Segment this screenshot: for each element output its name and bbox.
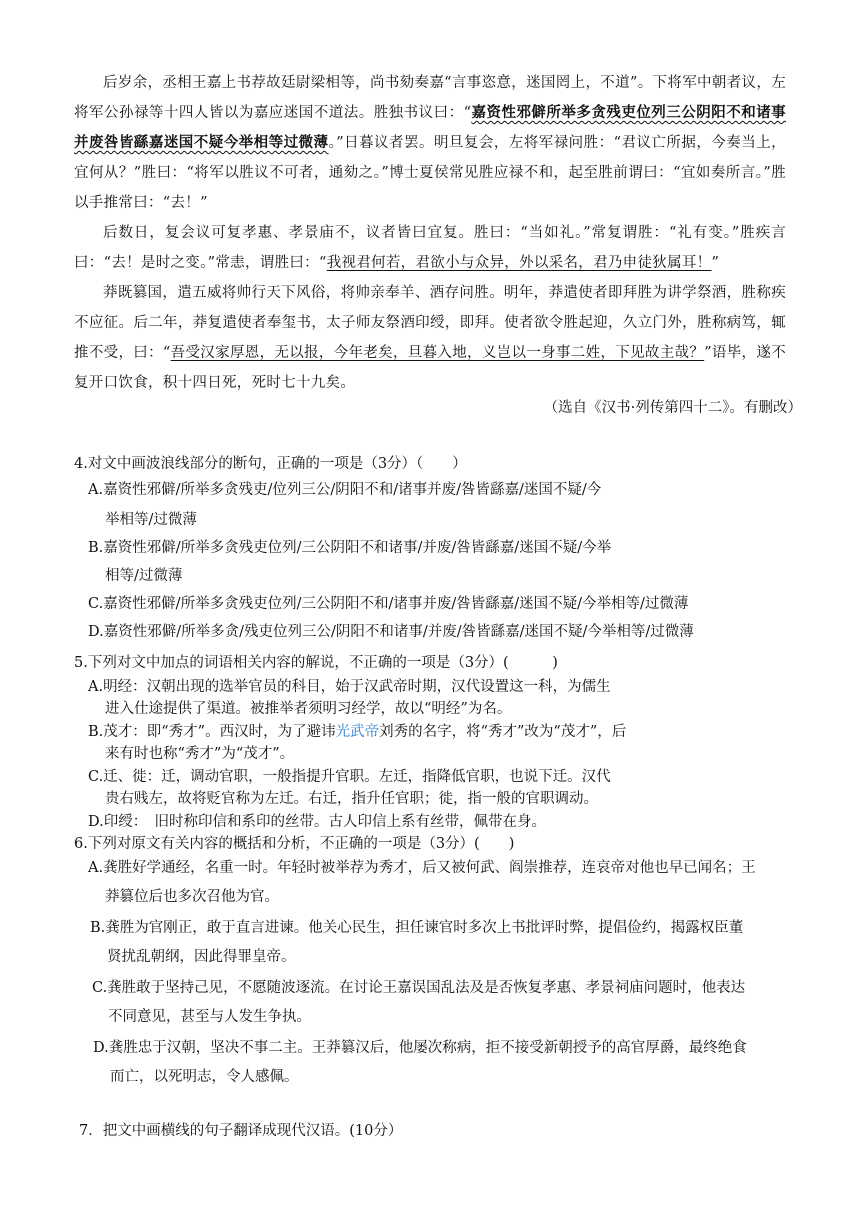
underlined-sentence: 吾受汉家厚恩，无以报，今年老矣，旦暮入地，义岂以一身事二姓，下见故主哉？ — [170, 345, 705, 361]
question-6-option-b[interactable]: B.龚胜为官刚正，敢于直言进谏。他关心民生，担任谏官时多次上书批评时弊，提倡俭约，揭露权臣董 — [90, 920, 744, 936]
question-6-option-a[interactable]: A.龚胜好学通经，名重一时。年轻时被举荐为秀才，后又被何武、阎崇推荐，连哀帝对他也早已闻名；王 — [88, 860, 756, 876]
wavy-underlined-sentence: 嘉资性邪僻所举多贪残吏位列三公阴阳不和诸事并废咎皆繇嘉迷国不疑今举相等过微薄 — [74, 104, 786, 151]
question-5-option-a-cont: 进入仕途提供了渠道。被推举者须明习经学，故以“明经”为名。 — [105, 701, 512, 717]
question-4-option-b[interactable]: B.嘉资性邪僻/所举多贪残吏位列/三公阴阳不和诸事/并废/咎皆繇嘉/迷国不疑/今举 — [88, 540, 612, 556]
passage-source: （选自《汉书·列传第四十二》。有删改） — [543, 400, 802, 416]
question-6-option-d[interactable]: D.龚胜忠于汉朝，坚决不事二主。王莽篡汉后，他屡次称病，拒不接受新朝授予的高官厚爵，最终绝食 — [93, 1040, 747, 1056]
underlined-sentence: 我视君何若，君欲小与众异，外以采名，君乃申徒狄属耳！ — [326, 255, 712, 271]
passage-paragraph-3 — [74, 278, 786, 398]
question-5-option-a[interactable]: A.明经：汉朝出现的选举官员的科目，始于汉武帝时期，汉代设置这一科，为儒生 — [88, 679, 611, 695]
passage-text: 。”日暮议者罢。明旦复会，左将军禄问胜：“君议亡所据，今奏当上，宜何从？”胜曰：“将军以胜议不可者，通劾之。”博士夏侯常见胜应禄不和，起至胜前谓曰：“宜如奏所言。”胜以手推常曰：“去！” — [74, 135, 786, 211]
option-text: 刘秀的名字，将“秀才”改为“茂才”，后 — [379, 724, 627, 740]
question-6-option-b-cont: 贤扰乱朝纲，因此得罪皇帝。 — [107, 949, 296, 965]
question-4-option-b-cont: 相等/过微薄 — [105, 568, 183, 584]
question-6-stem: 6.下列对原文有关内容的概括和分析，不正确的一项是（3分）( ) — [74, 836, 515, 852]
question-5-option-c[interactable]: C.迁、徙：迁，调动官职，一般指提升官职。左迁，指降低官职，也说下迁。汉代 — [88, 769, 611, 785]
passage-paragraph-1 — [74, 68, 786, 218]
question-5-stem: 5.下列对文中加点的词语相关内容的解说，不正确的一项是（3分）( ) — [74, 655, 558, 671]
passage-text: 后数日，复会议可复孝惠、孝景庙不，议者皆曰宜复。胜曰：“当如礼。”常复谓胜：“礼有变。”胜疾言曰：“去！是时之变。”常恚，谓胜曰：“ — [74, 225, 786, 271]
question-4-option-c[interactable]: C.嘉资性邪僻/所举多贪残吏位列/三公阴阳不和/诸事并废/咎皆繇嘉/迷国不疑/今举相等/过微薄 — [88, 596, 689, 612]
question-5-option-d[interactable]: D.印绶： 旧时称印信和系印的丝带。古人印信上系有丝带，佩带在身。 — [88, 814, 546, 830]
passage-text: 莽既篡国，遣五威将帅行天下风俗，将帅亲奉羊、酒存问胜。明年，莽遣使者即拜胜为讲学祭酒，胜称疾不应征。后二年，莽复遣使者奉玺书，太子师友祭酒印绶，即拜。使者欲令胜起迎，久立门外，胜称病笃，辄推不受，曰：“ — [74, 285, 786, 361]
question-4-option-a-cont: 举相等/过微薄 — [105, 512, 197, 528]
question-5-option-c-cont: 贵右贱左，故将贬官称为左迁。右迁，指升任官职；徙，指一般的官职调动。 — [105, 791, 598, 807]
question-7-stem: 7．把文中画横线的句子翻译成现代汉语。(10分） — [79, 1123, 403, 1139]
question-6-option-c-cont: 不同意见，甚至与人发生争执。 — [108, 1009, 311, 1025]
passage-text: ”语毕，遂不复开口饮食，积十四日死，死时七十九矣。 — [74, 345, 787, 391]
guangwudi-link[interactable]: 光武帝 — [335, 724, 380, 740]
question-5-option-b-cont: 来有时也称“秀才”为“茂才”。 — [105, 746, 295, 762]
question-4-option-d[interactable]: D.嘉资性邪僻/所举多贪/残吏位列三公/阴阳不和诸事/并废/咎皆繇嘉/迷国不疑/今举相等/过微薄 — [88, 624, 694, 640]
question-6-option-c[interactable]: C.龚胜敢于坚持己见，不愿随波逐流。在讨论王嘉误国乱法及是否恢复孝惠、孝景祠庙问题时，他表达 — [92, 980, 746, 996]
question-6-option-a-cont: 莽篡位后也多次召他为官。 — [105, 889, 279, 905]
passage-paragraph-2 — [74, 218, 786, 278]
passage-text: ” — [711, 255, 720, 271]
passage-text: 后岁余，丞相王嘉上书荐故廷尉梁相等，尚书劾奏嘉“言事恣意，迷国罔上，不道”。下将军中朝者议，左将军公孙禄等十四人皆以为嘉应迷国不道法。胜独书议曰：“ — [74, 75, 786, 121]
option-text: B.茂才：即“秀才”。西汉时，为了避讳 — [88, 724, 336, 740]
question-6-option-d-cont: 而亡，以死明志，令人感佩。 — [110, 1069, 299, 1085]
question-4-stem: 4.对文中画波浪线部分的断句，正确的一项是（3分）（ ） — [74, 456, 467, 472]
question-4-option-a[interactable]: A.嘉资性邪僻/所举多贪残吏/位列三公/阴阳不和/诸事并废/咎皆繇嘉/迷国不疑/今 — [88, 482, 602, 498]
